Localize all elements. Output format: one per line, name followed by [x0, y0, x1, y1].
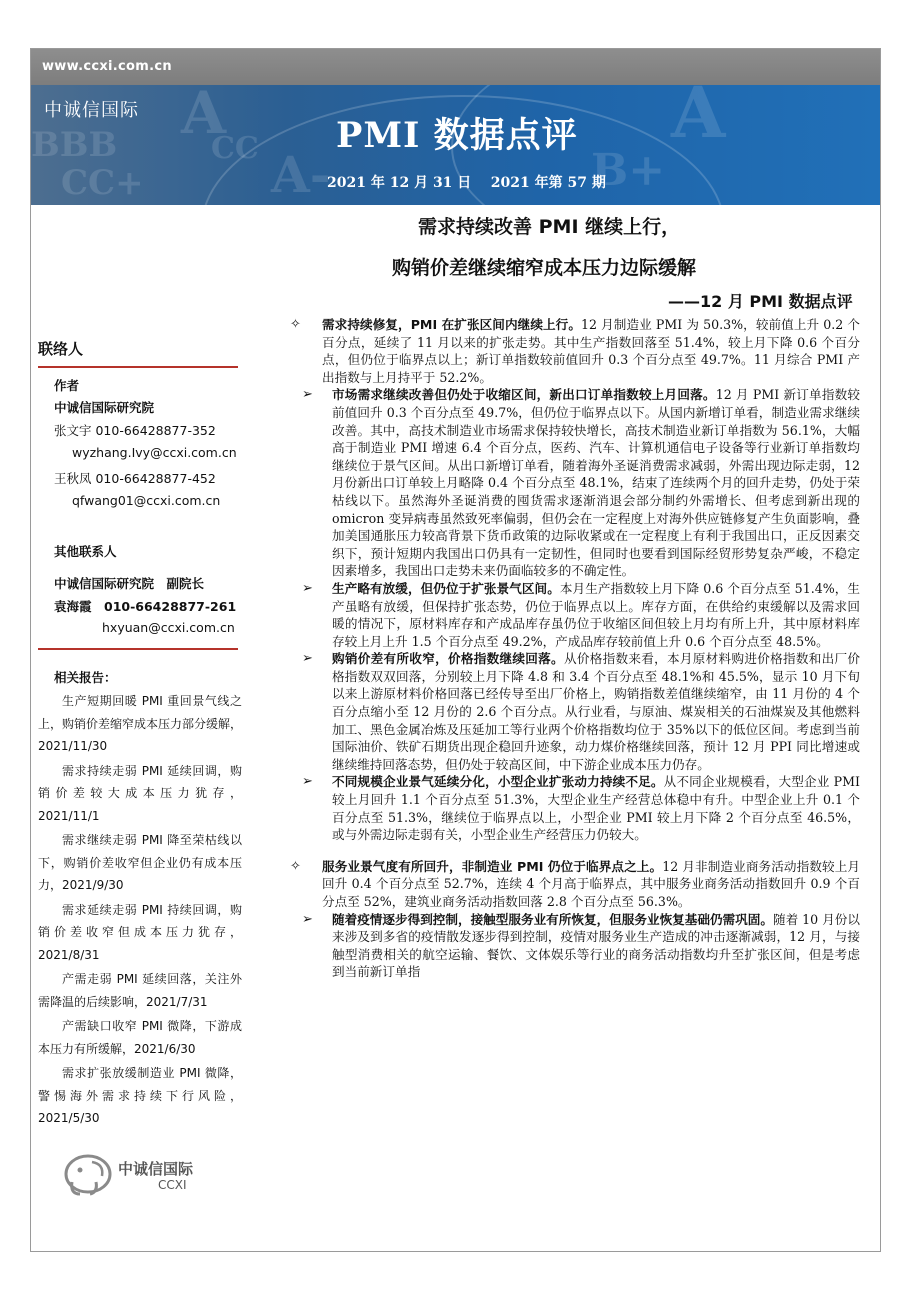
related-report[interactable]: 产需缺口收窄 PMI 微降，下游成本压力有所缓解，2021/6/30	[38, 1019, 242, 1056]
banner-watermark-aminus: A-	[271, 145, 331, 204]
arrow-bullet-icon: ➢	[302, 651, 313, 667]
headline-line-1: 需求持续改善 PMI 继续上行，	[418, 216, 681, 238]
paragraph-text: 12 月 PMI 新订单指数较前值回升 0.3 个百分点至 49.7%，但仍位于临界点以下。从国内新增订单看，制造业需求继续改善。其中，高技术制造业市场需求保持较快增长，高技术制造业新订单指数为 56.1%，大幅高于制造业 PMI 增速 6.4 个百分点，医药、汽车、计算机通信电子设备等行业新订单指数均继续位于景气区间。从出口新增订单看，随着海外圣诞消费需求减弱，外需出现边际走弱，12 月份新出口订单较上月略降 0.4 个百分点至 48.1%，结束了连续两个月的回升走势，仍处于荣枯线以下。虽然海外圣诞消费的囤货需求逐渐消退会部分制约外需增长、但考虑到新出现的 omicron 变异病毒虽然致死率偏弱，但仍会在一定程度上对海外供应链修复产生负面影响，叠加美国通胀压力较高背景下货币政策的边际收紧或在一定程度上有利于我国出口，正反因素交织下，预计短期内我国出口仍具有一定韧性，但同时也要看到国际经贸形势复杂严峻，不稳定因素增多，我国出口走势未来仍面临较多的不确定性。	[332, 387, 861, 579]
paragraph-text: 随着 10 月份以来涉及到多省的疫情散发逐步得到控制，疫情对服务业生产造成的冲击逐渐减弱，12 月，与接触型消费相关的航空运输、餐饮、文体娱乐等行业的商务活动指数均升至扩张区间，但是考虑到当前新订单指	[332, 911, 860, 980]
paragraph-text: 从不同企业规模看，大型企业 PMI 较上月回升 1.1 个百分点至 51.3%，大型企业生产经营总体稳中有升。中型企业上升 0.1 个百分点至 51.3%，继续位于临界点以上，小型企业 PMI 较上月下降 2 个百分点至 46.5%，或与外需边际走弱有关，小型企业生产经营压力仍较大。	[332, 774, 860, 843]
ccxi-logo	[62, 1152, 212, 1198]
other-contact-org: 中诚信国际研究院 副院长	[54, 576, 205, 591]
related-divider	[38, 648, 238, 650]
point-production	[288, 580, 860, 650]
diamond-bullet-icon: ✧	[290, 858, 301, 874]
related-report[interactable]: 需求持续走弱 PMI 延续回调，购销价差较大成本压力犹存，2021/11/1	[38, 763, 242, 823]
contact-header: 联络人	[38, 340, 84, 358]
other-contacts-header: 其他联系人	[54, 544, 117, 559]
other-contact-phone: 袁海霞 010-66428877-261	[54, 599, 237, 614]
arrow-bullet-icon: ➢	[302, 580, 313, 596]
author-1-phone: 张文宇 010-66428877-352	[54, 423, 216, 438]
author-1-email[interactable]: wyzhang.Ivy@ccxi.com.cn	[72, 445, 237, 460]
banner-watermark-cc: CC	[211, 131, 259, 166]
brand-name: 中诚信国际	[44, 100, 139, 121]
author-institute: 中诚信国际研究院	[54, 400, 155, 415]
arrow-bullet-icon: ➢	[302, 911, 313, 927]
key-point: 随着疫情逐步得到控制，接触型服务业有所恢复，但服务业恢复基础仍需巩固。	[332, 911, 773, 927]
related-report[interactable]: 生产短期回暖 PMI 重回景气线之上，购销价差缩窄成本压力部分缓解，2021/11/30	[38, 694, 243, 753]
arrow-bullet-icon: ➢	[302, 387, 313, 403]
key-point: 不同规模企业景气延续分化，小型企业扩张动力持续不足。	[332, 774, 664, 790]
related-report[interactable]: 需求扩张放缓制造业 PMI 微降，警惕海外需求持续下行风险，2021/5/30	[38, 1066, 242, 1125]
banner-watermark-ccplus: CC+	[61, 163, 144, 203]
publication-title: PMI 数据点评	[336, 115, 578, 156]
key-point: 生产略有放缓，但仍位于扩张景气区间。	[332, 580, 560, 596]
contact-divider	[38, 366, 238, 368]
banner-watermark-aaa: A	[181, 85, 227, 147]
logo-text-cn: 中诚信国际	[118, 1160, 194, 1178]
banner-watermark-a: A	[671, 85, 726, 154]
related-report[interactable]: 需求继续走弱 PMI 降至荣枯线以下，购销价差收窄但企业仍有成本压力，2021/9/30	[38, 833, 242, 892]
related-reports-list	[38, 690, 242, 1132]
site-url[interactable]: www.ccxi.com.cn	[42, 59, 172, 74]
section-non-manufacturing-pmi	[288, 858, 860, 911]
report-body	[288, 316, 860, 981]
related-reports-header: 相关报告：	[54, 670, 117, 685]
headline-subtitle: ——12 月 PMI 数据点评	[668, 292, 853, 311]
logo-text-en: CCXI	[158, 1178, 187, 1192]
arrow-bullet-icon: ➢	[302, 774, 313, 790]
key-point: 市场需求继续改善但仍处于收缩区间，新出口订单指数较上月回落。	[332, 387, 716, 403]
related-report[interactable]: 产需走弱 PMI 延续回落，关注外需降温的后续影响，2021/7/31	[38, 972, 242, 1009]
paragraph-text: 12 月制造业 PMI 为 50.3%，较前值上升 0.2 个百分点，延续了 11 月以来的扩张走势。其中生产指数回落至 51.4%，较上月下降 0.6 个百分点，但仍位于临界点以上；新订单指数较前值回升 0.3 个百分点至 49.7%。11 月综合 PMI 产出指数与上月持平于 52.2%。	[322, 317, 860, 385]
paragraph-text: 从价格指数来看，本月原材料购进价格指数和出厂价格指数双双回落，分别较上月下降 4.8 和 3.4 个百分点至 48.1%和 45.5%，显示 10 月下旬以来上游原材料价格回落已经传导至出厂价格上，购销指数差值继续缩窄，由 11 月份的 4 个百分点缩小至 12 月份的 2.6 个百分点。从行业看，与原油、煤炭相关的石油煤炭及其他燃料加工、黑色金属冶炼及压延加工等行业两个价格指数均位于 35%以下的低位区间。考虑到当前国际油价、铁矿石期货出现企稳回升迹象，动力煤价格继续回落，预计 12 月 PPI 同比增速或继续维持回落态势，但仍处于较高区间，中下游企业成本压力仍存。	[332, 651, 861, 772]
point-demand	[288, 386, 860, 580]
diamond-bullet-icon: ✧	[290, 317, 301, 332]
point-services-recovery	[288, 911, 860, 981]
author-header: 作者	[54, 378, 80, 393]
key-point: 服务业景气度有所回升，非制造业 PMI 仍位于临界点之上。	[322, 858, 663, 874]
issue-date: 2021 年 12 月 31 日 2021 年第 57 期	[327, 175, 606, 191]
key-point: 需求持续修复，PMI 在扩张区间内继续上行。	[322, 317, 582, 332]
elephant-logo-icon	[62, 1152, 114, 1198]
paragraph-text: 本月生产指数较上月下降 0.6 个百分点至 51.4%，生产虽略有放缓，但保持扩张态势，仍位于临界点以上。库存方面，在供给约束缓解以及需求回暖的情况下，原材料库存和产成品库存虽仍位于收缩区间但较上月均有所上升，其中原材料库存较上月上升 1.5 个百分点至 49.2%，产成品库存较前值上升 0.6 个百分点至 48.5%。	[332, 580, 861, 649]
author-2-email[interactable]: qfwang01@ccxi.com.cn	[72, 493, 221, 508]
related-report[interactable]: 需求延续走弱 PMI 持续回调，购销价差收窄但成本压力犹存，2021/8/31	[38, 902, 242, 962]
paragraph-text: 12 月非制造业商务活动指数较上月回升 0.4 个百分点至 52.7%，连续 4 个月高于临界点，其中服务业商务活动指数回升 0.9 个百分点至 52%，建筑业商务活动指数回落 2.8 个百分点至 56.3%。	[322, 858, 861, 909]
section-gap	[288, 844, 860, 858]
author-2-phone: 王秋凤 010-66428877-452	[54, 471, 216, 486]
point-enterprise-size	[288, 773, 860, 843]
point-prices	[288, 650, 860, 773]
other-contact-email[interactable]: hxyuan@ccxi.com.cn	[102, 620, 235, 635]
banner-watermark-bbb: BBB	[31, 125, 118, 165]
section-manufacturing-pmi	[288, 316, 860, 386]
key-point: 购销价差有所收窄，价格指数继续回落。	[332, 651, 564, 667]
banner-watermark-bplus: B+	[591, 145, 666, 196]
headline-line-2: 购销价差继续缩窄成本压力边际缓解	[392, 257, 697, 279]
